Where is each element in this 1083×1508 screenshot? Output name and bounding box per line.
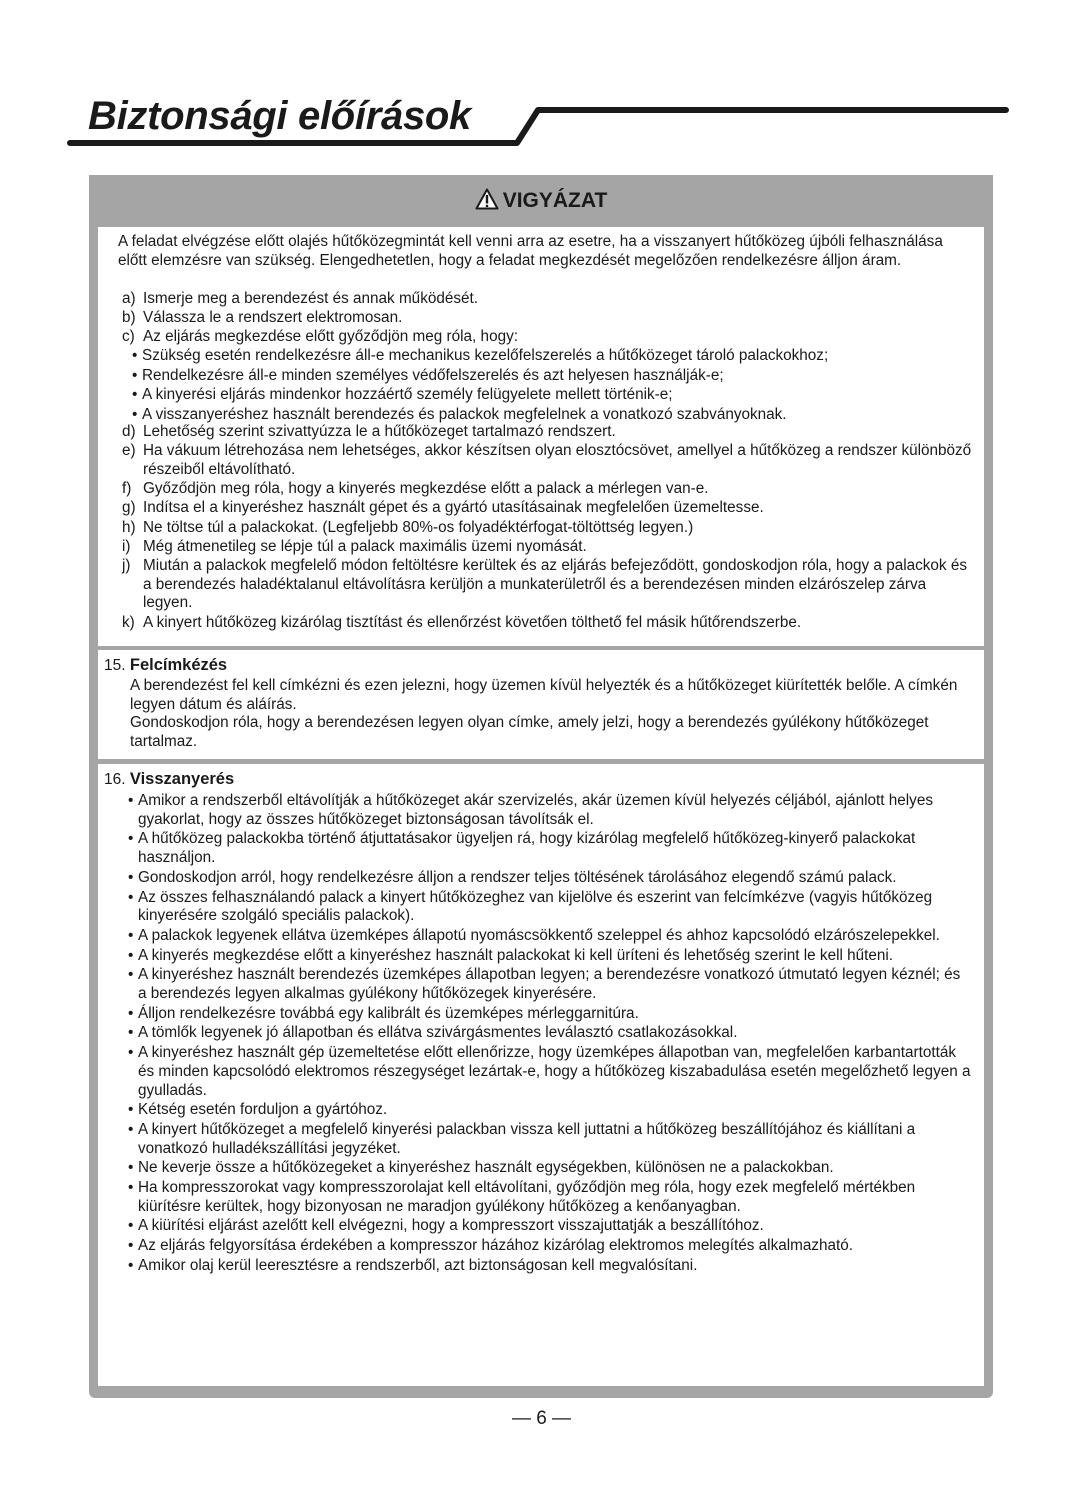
list-item: • Ha kompresszorokat vagy kompresszorolajat kell eltávolítani, győződjön meg róla, hogy ezek megfelelő mértékben kiürítésre kerültek, hogy bizonyosan ne maradjon gyúlékony hűtőközeg a kenőanyagban. <box>128 1179 916 1215</box>
list-item: j) Miután a palackok megfelelő módon feltöltésre kerültek és az eljárás befejeződött, gondoskodjon róla, hogy a palackok és a berendezés haladéktalanul eltávolításra kerüljön a munkaterületről és a berendezésen minden elzárószelep zárva legyen. <box>122 556 967 612</box>
list-item: • Amikor a rendszerből eltávolítják a hűtőközeget akár szervizelés, akár üzemen kívül helyezés céljából, ajánlott helyes gyakorlat, hogy az összes hűtőközeget biztonságosan távolítsák el. <box>128 792 933 828</box>
page-number: — 6 — <box>511 1408 572 1429</box>
c-bullets-list <box>132 347 972 426</box>
steps-list-top <box>122 290 972 348</box>
caution-panel <box>98 227 984 646</box>
list-item: • A kinyeréshez használt gép üzemeltetése előtt ellenőrizze, hogy üzemképes állapotban van, megfelelően karbantartották és minden kapcsolódó elektromos részegységet lezártak-e, hogy a hűtőközeg kiszabadulása esetén megelőzhető legyen a gyulladás. <box>128 1044 971 1099</box>
list-item: • A kiürítési eljárást azelőtt kell elvégezni, hogy a kompresszort visszajuttatják a beszállítóhoz. <box>128 1217 764 1235</box>
caution-intro: A feladat elvégzése előtt olajés hűtőközegmintát kell venni arra az esetre, ha a visszanyert hűtőközeg újbóli felhasználása előtt elemzésre van szükség. Elengedhetetlen, hogy a feladat megkezdését megelőzően rendelkezésre álljon áram. <box>118 233 943 269</box>
list-item: k) A kinyert hűtőközeg kizárólag tisztítást és ellenőrzést követően tölthető fel másik hűtőrendszerbe. <box>122 613 802 631</box>
warning-header <box>89 175 993 227</box>
section-16-panel <box>98 764 984 1386</box>
list-item: • A kinyert hűtőközeget a megfelelő kinyerési palackban vissza kell juttatni a hűtőközeg beszállítójához és kiállítani a vonatkozó hulladékszállítási jegyzéket. <box>128 1120 916 1157</box>
list-item: • Ne keverje össze a hűtőközegeket a kinyeréshez használt egységekben, különösen ne a palackokban. <box>128 1159 834 1177</box>
list-item: a) Ismerje meg a berendezést és annak működését. <box>122 290 479 307</box>
warning-frame <box>89 175 993 1398</box>
steps-list-bottom <box>122 423 972 633</box>
list-item: • Gondoskodjon arról, hogy rendelkezésre álljon a rendszer teljes töltésének tárolásához elegendő számú palack. <box>128 868 897 886</box>
list-item: c) Az eljárás megkezdése előtt győződjön meg róla, hogy: <box>122 328 518 346</box>
list-item: i) Még átmenetileg se lépje túl a palack maximális üzemi nyomását. <box>122 537 587 555</box>
list-item: • Álljon rendelkezésre továbbá egy kalibrált és üzemképes mérleggarnitúra. <box>128 1004 639 1022</box>
section-15-body <box>130 677 970 752</box>
list-item: f) Győződjön meg róla, hogy a kinyerés megkezdése előtt a palack a mérlegen van-e. <box>122 480 709 498</box>
list-item: • A kinyerési eljárás mindenkor hozzáértő személy felügyelete mellett történik-e; <box>132 386 673 404</box>
list-item: d) Lehetőség szerint szivattyúzza le a hűtőközeget tartalmazó rendszert. <box>122 423 616 440</box>
section-15-heading: 15. Felcímkézés <box>104 656 228 674</box>
list-item: • A kinyerés megkezdése előtt a kinyeréshez használt palackokat ki kell üríteni és lehetőség szerint le kell hűteni. <box>128 946 894 964</box>
title-underline-decoration <box>0 0 1083 160</box>
list-item: • Rendelkezésre áll-e minden személyes védőfelszerelés és azt helyesen használják-e; <box>132 366 724 384</box>
list-item: • A kinyeréshez használt berendezés üzemképes állapotban legyen; a berendezésre vonatkozó útmutató legyen kéznél; és a berendezés legyen alkalmas gyúlékony hűtőközegek kinyerésére. <box>128 966 961 1003</box>
list-item: • Kétség esetén forduljon a gyártóhoz. <box>128 1101 388 1119</box>
section-15-panel <box>98 650 984 759</box>
list-item: • Az eljárás felgyorsítása érdekében a kompresszor házához kizárólag elektromos melegítés alkalmazható. <box>128 1237 854 1255</box>
section-16-bullets <box>128 792 973 1277</box>
list-item: • Szükség esetén rendelkezésre áll-e mechanikus kezelőfelszerelés a hűtőközeget tároló palackokhoz; <box>132 347 829 364</box>
list-item: • Amikor olaj kerül leeresztésre a rendszerből, azt biztonságosan kell megvalósítani. <box>128 1256 698 1274</box>
section-15-paragraph-2: Gondoskodjon róla, hogy a berendezésen legyen olyan címke, amely jelzi, hogy a berendezés gyúlékony hűtőközeget tartalmaz. <box>130 714 929 751</box>
list-item: • A tömlők legyenek jó állapotban és ellátva szivárgásmentes leválasztó csatlakozásokkal. <box>128 1024 738 1042</box>
list-item: g) Indítsa el a kinyeréshez használt gépet és a gyártó utasításainak megfelelően üzemeltesse. <box>122 499 764 517</box>
list-item: • Az összes felhasználandó palack a kinyert hűtőközeghez van kijelölve és eszerint van felcímkézve (vagyis hűtőközeg kinyerésére szolgáló speciális palackok). <box>128 888 933 925</box>
section-15-paragraph-1: A berendezést fel kell címkézni és ezen jelezni, hogy üzemen kívül helyezték és a hűtőközeget kiürítették belőle. A címkén legyen dátum és aláírás. <box>130 677 958 713</box>
warning-label: VIGYÁZAT <box>502 189 608 212</box>
list-item: • A visszanyeréshez használt berendezés és palackok megfelelnek a vonatkozó szabványoknak. <box>132 406 787 424</box>
page-title: Biztonsági előírások <box>88 94 471 138</box>
section-16-heading: 16. Visszanyerés <box>104 770 235 788</box>
list-item: b) Válassza le a rendszert elektromosan. <box>122 309 403 327</box>
warning-triangle-icon <box>475 188 499 215</box>
list-item: h) Ne töltse túl a palackokat. (Legfeljebb 80%-os folyadéktérfogat-töltöttség legyen.) <box>122 518 694 536</box>
list-item: • A hűtőközeg palackokba történő átjuttatásakor ügyeljen rá, hogy kizárólag megfelelő hűtőközeg-kinyerő palackokat használjon. <box>128 830 916 867</box>
list-item: e) Ha vákuum létrehozása nem lehetséges, akkor készítsen olyan elosztócsövet, amellyel a hűtőközeg a rendszer különböző részeiből eltávolítható. <box>122 442 972 478</box>
list-item: • A palackok legyenek ellátva üzemképes állapotú nyomáscsökkentő szeleppel és ahhoz kapcsolódó elzárószelepekkel. <box>128 926 940 944</box>
